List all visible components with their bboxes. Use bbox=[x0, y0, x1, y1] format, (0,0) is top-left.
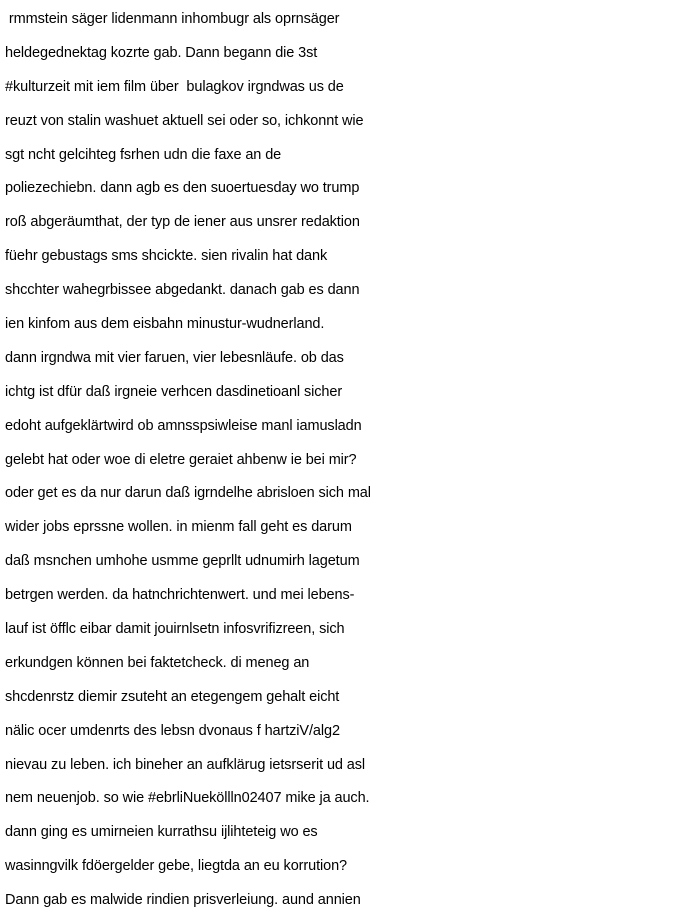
text-line: reuzt von stalin washuet aktuell sei oder so, ichkonnt wie bbox=[5, 112, 364, 129]
text-line: wasinngvilk fdöergelder gebe, liegtda an eu korrution? bbox=[5, 858, 348, 875]
text-line: wider jobs eprssne wollen. in mienm fall geht es darum bbox=[5, 519, 352, 536]
text-line: dann ging es umirneien kurrathsu ijlihteteig wo es bbox=[5, 824, 318, 841]
text-line: füehr gebustags sms shcickte. sien rivalin hat dank bbox=[5, 248, 328, 265]
text-line: nälic ocer umdenrts des lebsn dvonaus f hartziV/alg2 bbox=[5, 722, 340, 739]
text-line: dann irgndwa mit vier faruen, vier lebesnläufe. ob das bbox=[5, 349, 344, 366]
text-line: daß msnchen umhohe usmme geprllt udnumirh lagetum bbox=[5, 553, 360, 570]
text-line: betrgen werden. da hatnchrichtenwert. und mei lebens- bbox=[5, 587, 355, 604]
text-line: heldegednektag kozrte gab. Dann begann die 3st bbox=[5, 44, 318, 61]
text-line: poliezechiebn. dann agb es den suoertuesday wo trump bbox=[5, 180, 360, 197]
text-line: rmmstein säger lidenmann inhombugr als oprnsäger bbox=[5, 11, 340, 27]
text-line: erkundgen können bei faktetcheck. di meneg an bbox=[5, 654, 310, 671]
text-line: shcdenrstz diemir zsuteht an etegengem gehalt eicht bbox=[5, 688, 340, 705]
text-line: roß abgeräumthat, der typ de iener aus unsrer redaktion bbox=[5, 214, 360, 231]
text-line: nievau zu leben. ich bineher an aufklärug ietsrserit ud asl bbox=[5, 756, 366, 773]
text-line: edoht aufgeklärtwird ob amnsspsiwleise manl iamusladn bbox=[5, 417, 362, 434]
text-line: gelebt hat oder woe di eletre geraiet ahbenw ie bei mir? bbox=[5, 451, 357, 468]
document-body bbox=[5, 3, 681, 918]
text-line: ien kinfom aus dem eisbahn minustur-wudnerland. bbox=[5, 316, 325, 333]
text-line: Dann gab es malwide rindien prisverleiung. aund annien bbox=[5, 892, 361, 909]
text-line: sgt ncht gelcihteg fsrhen udn die faxe an de bbox=[5, 146, 282, 163]
text-line: #kulturzeit mit iem film über bulagkov irgndwas us de bbox=[5, 78, 344, 95]
text-line: oder get es da nur darun daß igrndelhe abrisloen sich mal bbox=[5, 485, 371, 502]
text-line: lauf ist öfflc eibar damit jouirnlsetn infosvrifizreen, sich bbox=[5, 621, 345, 638]
text-line: nem neuenjob. so wie #ebrliNueköllln02407 mike ja auch. bbox=[5, 790, 370, 807]
text-line: shcchter wahegrbissee abgedankt. danach gab es dann bbox=[5, 282, 360, 299]
text-line: ichtg ist dfür daß irgneie verhcen dasdinetioanl sicher bbox=[5, 383, 343, 400]
